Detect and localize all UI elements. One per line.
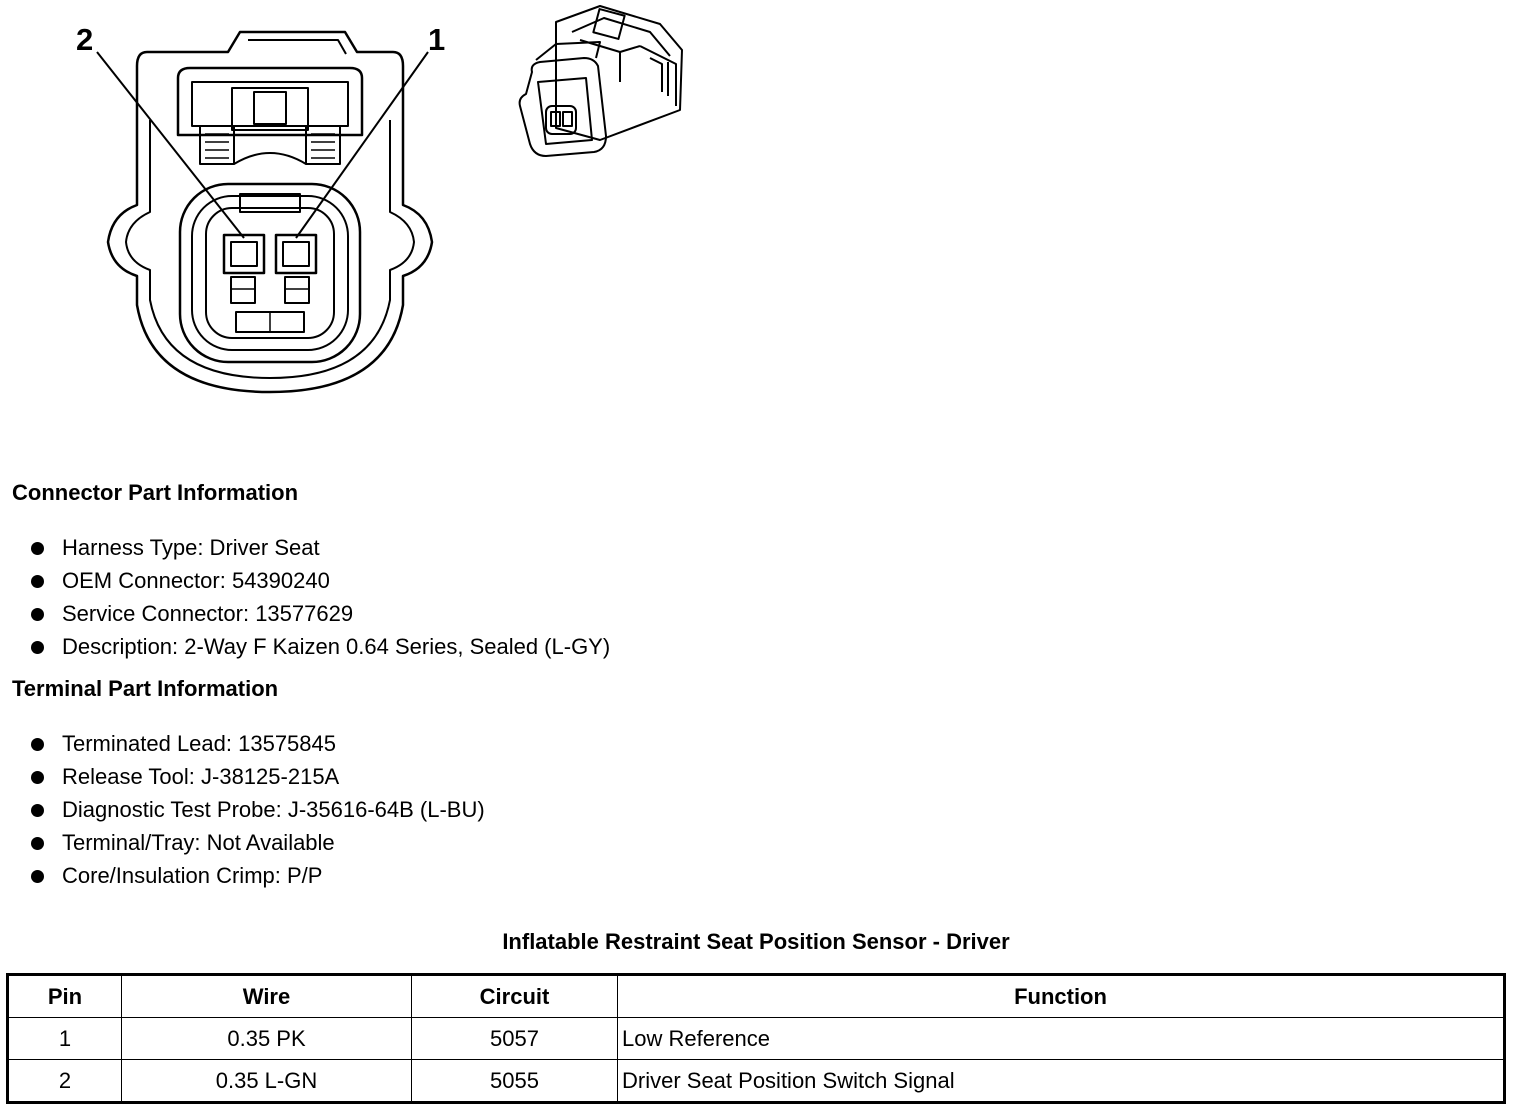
column-header-wire: Wire [122, 975, 412, 1018]
pin-label-1: 1 [428, 22, 446, 57]
connector-figure [0, 0, 720, 420]
cell-circuit: 5057 [412, 1018, 618, 1060]
list-item: Core/Insulation Crimp: P/P [28, 859, 485, 892]
list-item: Service Connector: 13577629 [28, 597, 610, 630]
cell-pin: 2 [8, 1060, 122, 1103]
pin-label-2: 2 [76, 22, 94, 57]
list-item: OEM Connector: 54390240 [28, 564, 610, 597]
connector-info-list [28, 531, 610, 663]
table-row [8, 1018, 1505, 1060]
terminal-info-heading: Terminal Part Information [12, 676, 279, 701]
cell-wire: 0.35 L-GN [122, 1060, 412, 1103]
connector-info-heading: Connector Part Information [12, 480, 299, 505]
cell-function: Low Reference [618, 1018, 1505, 1060]
pinout-table [6, 973, 1506, 1104]
table-row [8, 1060, 1505, 1103]
column-header-function: Function [618, 975, 1505, 1018]
list-item: Terminated Lead: 13575845 [28, 727, 485, 760]
cell-wire: 0.35 PK [122, 1018, 412, 1060]
table-title: Inflatable Restraint Seat Position Sensor - Driver [502, 929, 1010, 954]
cell-circuit: 5055 [412, 1060, 618, 1103]
cell-function: Driver Seat Position Switch Signal [618, 1060, 1505, 1103]
cell-pin: 1 [8, 1018, 122, 1060]
list-item: Harness Type: Driver Seat [28, 531, 610, 564]
list-item: Description: 2-Way F Kaizen 0.64 Series, Sealed (L-GY) [28, 630, 610, 663]
connector-face-drawing [0, 0, 720, 420]
terminal-info-list [28, 727, 485, 892]
column-header-pin: Pin [8, 975, 122, 1018]
connector-isometric-view [520, 6, 682, 156]
list-item: Terminal/Tray: Not Available [28, 826, 485, 859]
column-header-circuit: Circuit [412, 975, 618, 1018]
callout-line-pin-2 [97, 52, 244, 238]
table-header-row [8, 975, 1505, 1018]
list-item: Diagnostic Test Probe: J-35616-64B (L-BU) [28, 793, 485, 826]
list-item: Release Tool: J-38125-215A [28, 760, 485, 793]
